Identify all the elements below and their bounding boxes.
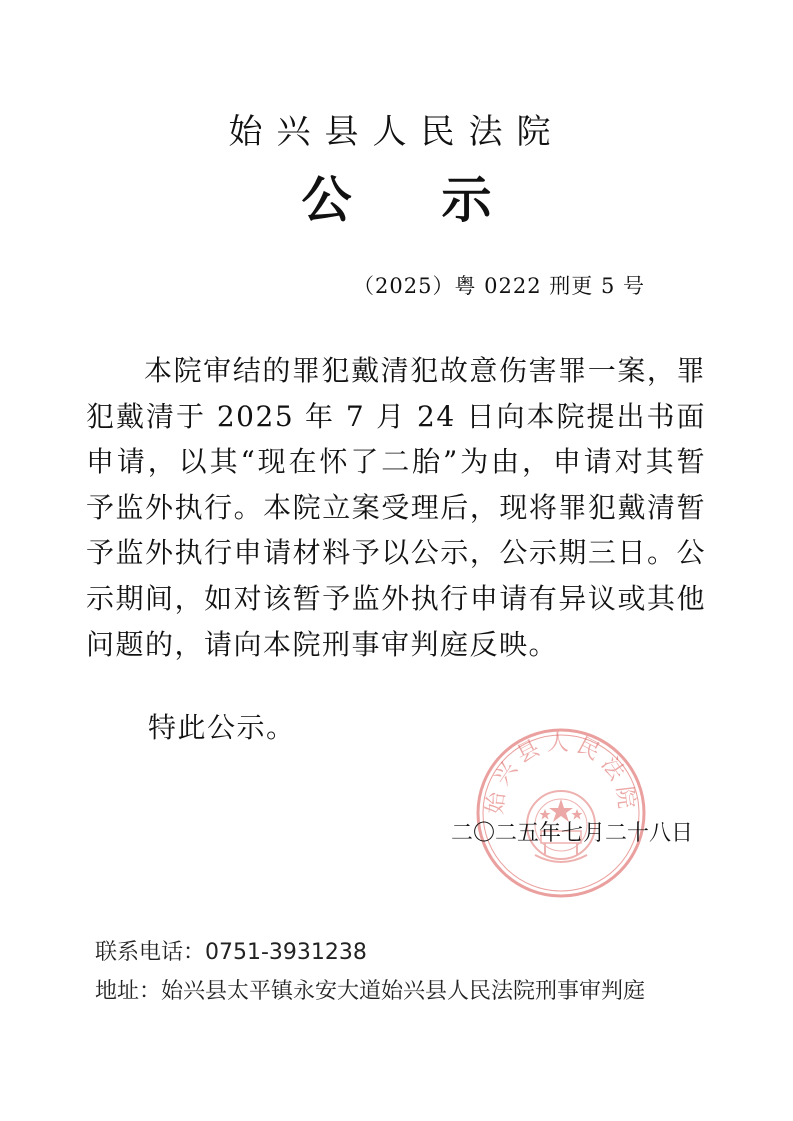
seal-text: 始兴县人民法院 [482, 730, 640, 816]
court-seal [475, 727, 647, 899]
issue-date: 二〇二五年七月二十八日 [450, 821, 693, 846]
court-name: 始兴县人民法院 [228, 112, 565, 152]
contact-address: 地址：始兴县太平镇永安大道始兴县人民法院刑事审判庭 [95, 979, 646, 1004]
contact-phone: 联系电话：0751-3931238 [95, 940, 367, 965]
notice-paragraph: 本院审结的罪犯戴清犯故意伤害罪一案，罪犯戴清于 2025 年 7 月 24 日向本院提出书面申请，以其“现在怀了二胎”为由，申请对其暂予监外执行。本院立案受理后，现将罪犯戴清暂予监外执行申请材料予以公示，公示期三日。公示期间，如对该暂予监外执行申请有异议或其他问题的，请向本院刑事审判庭反映。 [86, 354, 706, 661]
case-number: （2025）粤 0222 刑更 5 号 [353, 274, 645, 298]
notice-body [86, 348, 706, 667]
closing-remark: 特此公示。 [148, 711, 296, 744]
document-title: 公示 [301, 170, 582, 229]
